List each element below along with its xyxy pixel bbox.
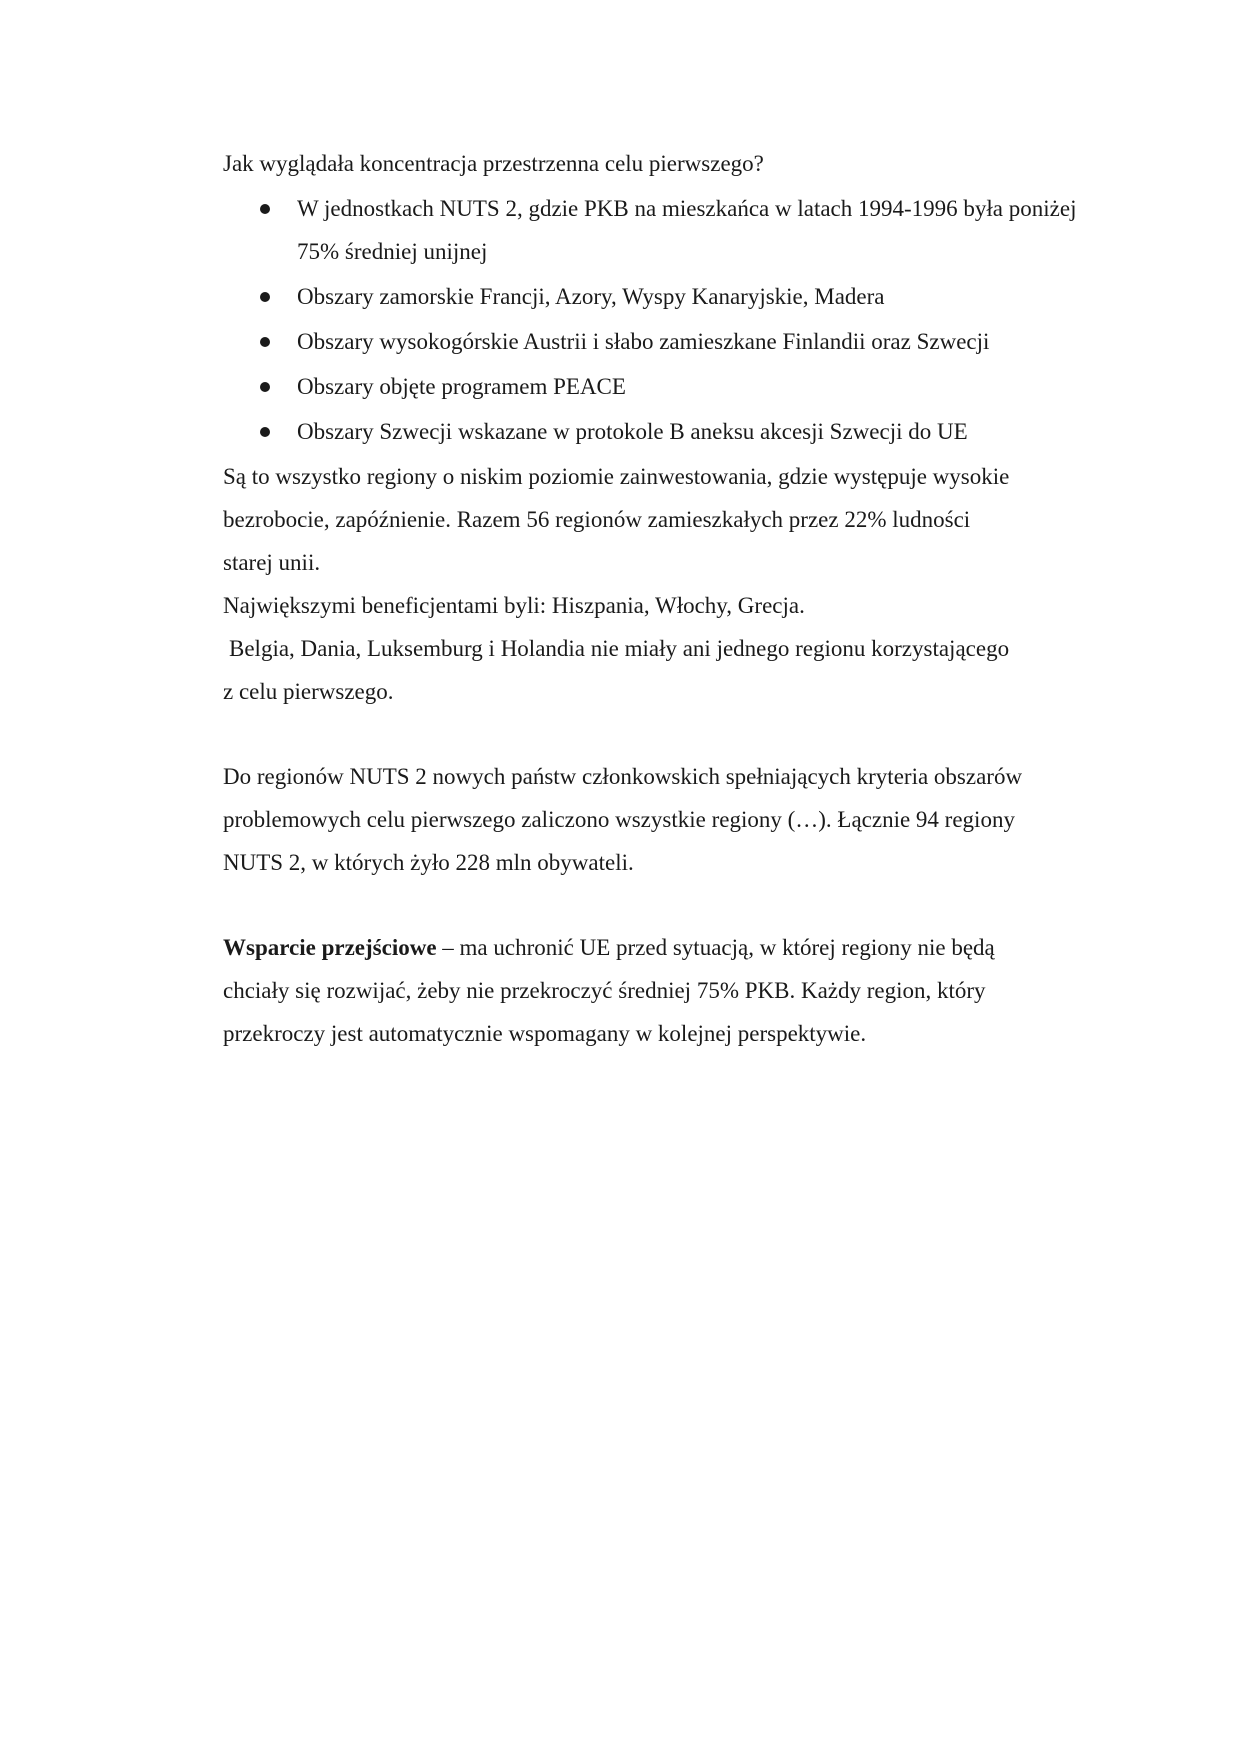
document-body xyxy=(223,142,1103,1055)
list-item-text: Obszary zamorskie Francji, Azory, Wyspy Kanaryjskie, Madera xyxy=(297,284,885,309)
list-item-text: Obszary Szwecji wskazane w protokole B aneksu akcesji Szwecji do UE xyxy=(297,419,968,444)
list-item xyxy=(223,187,1103,273)
bullet-icon xyxy=(260,204,270,214)
text-line: starej unii. xyxy=(223,550,321,575)
bullet-icon xyxy=(260,427,270,437)
question-heading: Jak wyglądała koncentracja przestrzenna celu pierwszego? xyxy=(223,151,764,176)
text-line: problemowych celu pierwszego zaliczono wszystkie regiony (…). Łącznie 94 regiony xyxy=(223,807,1015,832)
list-item-text: W jednostkach NUTS 2, gdzie PKB na mieszkańca w latach 1994-1996 była poniżej 75% średniej unijnej xyxy=(297,196,1077,264)
text-line: przekroczy jest automatycznie wspomagany w kolejnej perspektywie. xyxy=(223,1021,867,1046)
list-item xyxy=(223,410,1103,453)
text-line: Belgia, Dania, Luksemburg i Holandia nie miały ani jednego regionu korzystającego xyxy=(229,636,1010,661)
beneficiaries-line: Największymi beneficjentami byli: Hiszpania, Włochy, Grecja. xyxy=(223,593,805,618)
summary-paragraph xyxy=(223,455,1103,584)
text-line: chciały się rozwijać, żeby nie przekroczyć średniej 75% PKB. Każdy region, który xyxy=(223,978,986,1003)
list-item-text: Obszary wysokogórskie Austrii i słabo zamieszkane Finlandii oraz Szwecji xyxy=(297,329,990,354)
term-label: Wsparcie przejściowe xyxy=(223,935,437,960)
list-item-text: Obszary objęte programem PEACE xyxy=(297,374,626,399)
text-line: z celu pierwszego. xyxy=(223,679,394,704)
list-item xyxy=(223,275,1103,318)
bullet-list xyxy=(223,187,1103,453)
paragraph-spacer xyxy=(223,884,1103,926)
text-line: Do regionów NUTS 2 nowych państw członkowskich spełniających kryteria obszarów xyxy=(223,764,1023,789)
text-line: NUTS 2, w których żyło 228 mln obywateli. xyxy=(223,850,634,875)
transitional-support-paragraph xyxy=(223,926,1103,1055)
paragraph-spacer xyxy=(223,713,1103,755)
definition-text: – ma uchronić UE przed sytuacją, w której regiony nie będą xyxy=(436,935,995,960)
no-regions-paragraph xyxy=(223,627,1103,713)
bullet-icon xyxy=(260,382,270,392)
text-line: Są to wszystko regiony o niskim poziomie zainwestowania, gdzie występuje wysokie xyxy=(223,464,1010,489)
text-line: bezrobocie, zapóźnienie. Razem 56 regionów zamieszkałych przez 22% ludności xyxy=(223,507,971,532)
bullet-icon xyxy=(260,337,270,347)
list-item xyxy=(223,320,1103,363)
text-line xyxy=(223,926,1103,969)
list-item xyxy=(223,365,1103,408)
bullet-icon xyxy=(260,292,270,302)
new-members-paragraph xyxy=(223,755,1103,884)
